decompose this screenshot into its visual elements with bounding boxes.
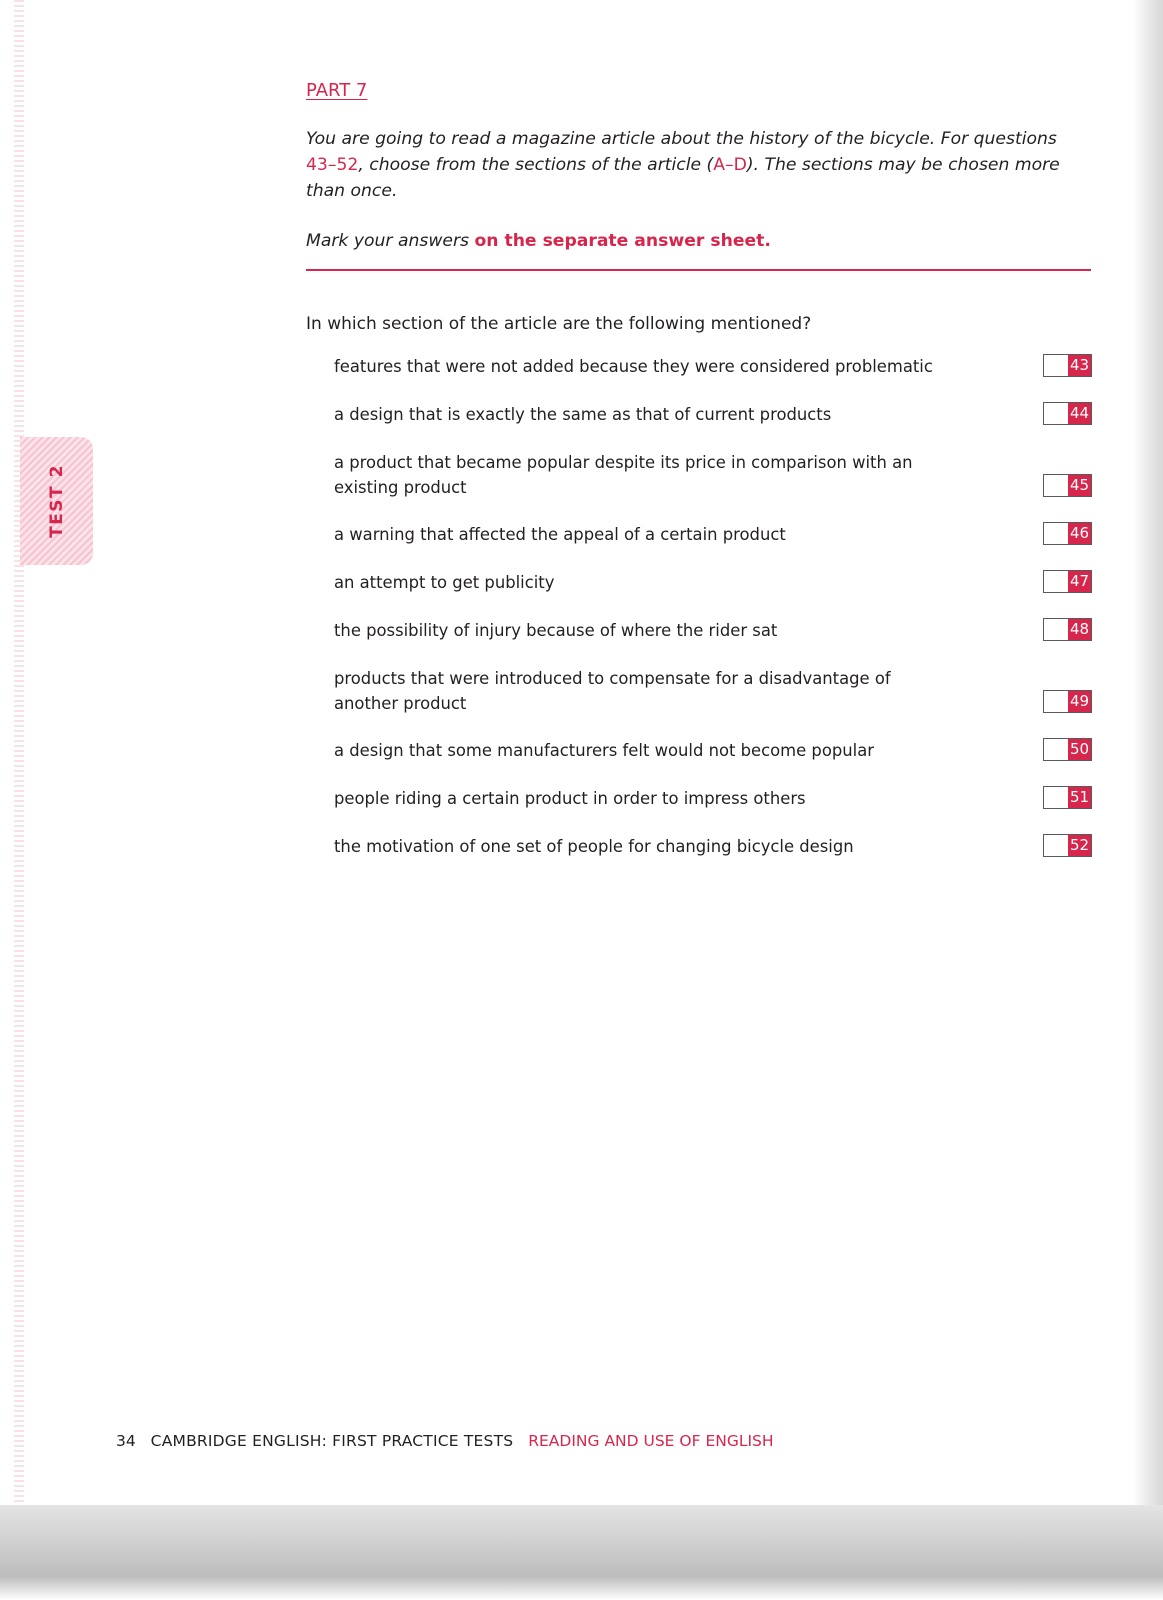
answer-note [306,229,771,253]
test-tab-label: TEST 2 [46,464,67,538]
question-item-text: a design that is exactly the same as that of current products [334,405,832,424]
question-number: 49 [1069,692,1090,710]
instructions-text-3: ). The sections may be chosen more than once. [306,155,1060,201]
question-item-49 [334,666,934,716]
question-item-51 [334,786,934,811]
answer-box-45[interactable] [1043,474,1092,497]
instructions-paragraph [306,126,1092,204]
page-edge-decoration [14,0,24,1505]
answer-input-area[interactable] [1044,475,1068,496]
answer-box-50[interactable] [1043,738,1092,761]
section-divider [306,269,1091,271]
answer-input-area[interactable] [1044,403,1068,424]
question-number: 52 [1069,836,1090,854]
answer-box-52[interactable] [1043,834,1092,857]
question-number: 46 [1069,524,1090,542]
question-item-text-line-1: a product that became popular despite its price in comparison with an [334,453,913,472]
answer-input-area[interactable] [1044,523,1068,544]
question-item-text: a design that some manufacturers felt would not become popular [334,741,874,760]
question-number: 47 [1069,572,1090,590]
question-item-45 [334,450,934,500]
question-item-text-line-2: existing product [334,478,467,497]
question-range: 43–52 [306,155,359,175]
answer-input-area[interactable] [1044,787,1068,808]
book-title: CAMBRIDGE ENGLISH: FIRST PRACTICE TESTS [150,1432,514,1450]
answer-input-area[interactable] [1044,355,1068,376]
question-item-47 [334,570,934,595]
question-item-text: the motivation of one set of people for changing bicycle design [334,837,854,856]
question-item-text: an attempt to get publicity [334,573,555,592]
answer-box-43[interactable] [1043,354,1092,377]
instructions-text-2: , choose from the sections of the article ( [358,155,714,175]
answer-sheet-text: on the separate answer sheet. [474,231,771,251]
question-item-text-line-1: products that were introduced to compensate for a disadvantage of [334,669,891,688]
question-number: 51 [1069,788,1090,806]
test-tab [20,437,93,565]
question-item-46 [334,522,934,547]
answer-input-area[interactable] [1044,835,1068,856]
answer-box-44[interactable] [1043,402,1092,425]
question-item-43 [334,354,934,379]
bottom-scan-shadow [0,1505,1163,1600]
answer-input-area[interactable] [1044,691,1068,712]
question-item-text: the possibility of injury because of where the rider sat [334,621,778,640]
page-footer [116,1432,774,1450]
answer-box-46[interactable] [1043,522,1092,545]
answer-input-area[interactable] [1044,739,1068,760]
answer-input-area[interactable] [1044,619,1068,640]
question-item-text-line-2: another product [334,694,467,713]
question-item-52 [334,834,934,859]
answer-input-area[interactable] [1044,571,1068,592]
question-item-text: features that were not added because they were considered problematic [334,357,933,376]
answer-box-49[interactable] [1043,690,1092,713]
question-number: 45 [1069,476,1090,494]
answer-box-48[interactable] [1043,618,1092,641]
answer-box-47[interactable] [1043,570,1092,593]
instructions-text-1: You are going to read a magazine article about the history of the bicycle. For questions [306,129,1057,149]
right-scan-shadow [1133,0,1163,1600]
question-item-50 [334,738,934,763]
section-title: READING AND USE OF ENGLISH [528,1432,774,1450]
question-prompt: In which section of the article are the following mentioned? [306,314,812,334]
mark-answers-text: Mark your answers [306,231,475,251]
question-number: 44 [1069,404,1090,422]
question-number: 43 [1069,356,1090,374]
question-item-text: a warning that affected the appeal of a certain product [334,525,786,544]
page-number: 34 [116,1432,136,1450]
question-item-48 [334,618,934,643]
section-range: A–D [713,155,747,175]
question-item-text: people riding a certain product in order to impress others [334,789,806,808]
question-number: 50 [1069,740,1090,758]
answer-box-51[interactable] [1043,786,1092,809]
part-title: PART 7 [306,80,368,101]
question-item-44 [334,402,934,427]
question-number: 48 [1069,620,1090,638]
